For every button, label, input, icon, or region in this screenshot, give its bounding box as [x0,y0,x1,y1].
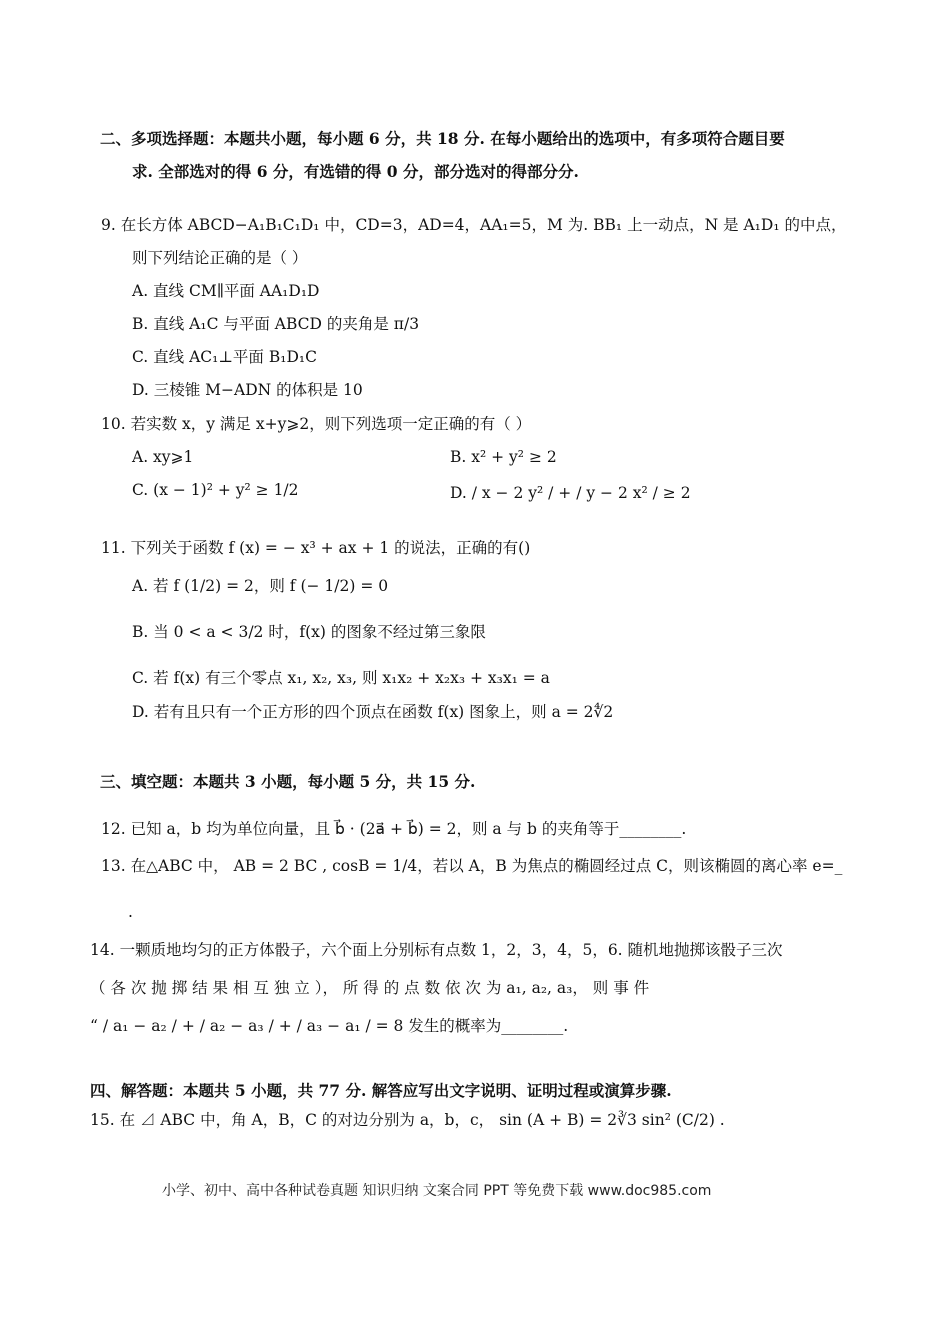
q11-option-d: D. 若有且只有一个正方形的四个顶点在函数 f(x) 图象上，则 a = 2∜2 [132,703,614,721]
section2-header-line1: 二、多项选择题：本题共小题，每小题 6 分，共 18 分. 在每小题给出的选项中，有多项符合题目要 [100,129,785,148]
q14-line1: 14. 一颗质地均匀的正方体骰子，六个面上分别标有点数 1，2，3，4，5，6. 随机地抛掷该骰子三次 [90,941,783,959]
q12-stem: 12. 已知 a，b 均为单位向量，且 b⃗ · (2a⃗ + b⃗) = 2，则 a 与 b 的夹角等于________. [101,820,687,838]
q14-line3: “ / a₁ − a₂ / + / a₂ − a₃ / + / a₃ − a₁ / = 8 发生的概率为________. [90,1017,569,1035]
q10-option-d: D. / x − 2 y² / + / y − 2 x² / ≥ 2 [450,484,691,502]
q10-option-a: A. xy⩾1 [132,448,194,466]
q11-option-c: C. 若 f(x) 有三个零点 x₁, x₂, x₃, 则 x₁x₂ + x₂x₃ + x₃x₁ = a [132,669,550,687]
section2-header-line2: 求. 全部选对的得 6 分，有选错的得 0 分，部分选对的得部分分. [132,162,579,181]
q9-option-b: B. 直线 A₁C 与平面 ABCD 的夹角是 π/3 [132,315,420,333]
q9-stem-line1: 9. 在长方体 ABCD−A₁B₁C₁D₁ 中，CD=3，AD=4，AA₁=5，M 为. BB₁ 上一动点，N 是 A₁D₁ 的中点， [101,216,847,234]
q15-stem: 15. 在 ⊿ ABC 中，角 A，B，C 的对边分别为 a，b，c， sin (A + B) = 2∛3 sin² (C/2) . [90,1111,725,1129]
q10-option-c: C. (x − 1)² + y² ≥ 1/2 [132,481,299,499]
section4-header: 四、解答题：本题共 5 小题，共 77 分. 解答应写出文字说明、证明过程或演算步骤. [90,1081,672,1100]
q9-option-a: A. 直线 CM∥平面 AA₁D₁D [132,282,320,300]
q9-option-d: D. 三棱锥 M−ADN 的体积是 10 [132,381,363,399]
q13-tail: . [128,903,133,921]
q14-line2: （ 各 次 抛 掷 结 果 相 互 独 立 ）， 所 得 的 点 数 依 次 为 a₁, a₂, a₃， 则 事 件 [90,979,650,997]
q10-option-b: B. x² + y² ≥ 2 [450,448,557,466]
q9-stem-line2: 则下列结论正确的是（ ） [132,249,308,267]
q10-stem: 10. 若实数 x，y 满足 x+y⩾2，则下列选项一定正确的有（ ） [101,415,532,433]
section3-header: 三、填空题：本题共 3 小题，每小题 5 分，共 15 分. [100,772,476,791]
q11-option-a: A. 若 f (1/2) = 2，则 f (− 1/2) = 0 [132,577,389,595]
q11-option-b: B. 当 0 < a < 3/2 时，f(x) 的图象不经过第三象限 [132,623,486,641]
q13-stem: 13. 在△ABC 中， AB = 2 BC , cosB = 1/4，若以 A，B 为焦点的椭圆经过点 C，则该椭圆的离心率 e=_ [101,857,843,875]
q11-stem: 11. 下列关于函数 f (x) = − x³ + ax + 1 的说法，正确的有() [101,539,531,557]
page-footer: 小学、初中、高中各种试卷真题 知识归纳 文案合同 PPT 等免费下载 www.doc985.com [162,1183,712,1199]
q9-option-c: C. 直线 AC₁⊥平面 B₁D₁C [132,348,317,366]
